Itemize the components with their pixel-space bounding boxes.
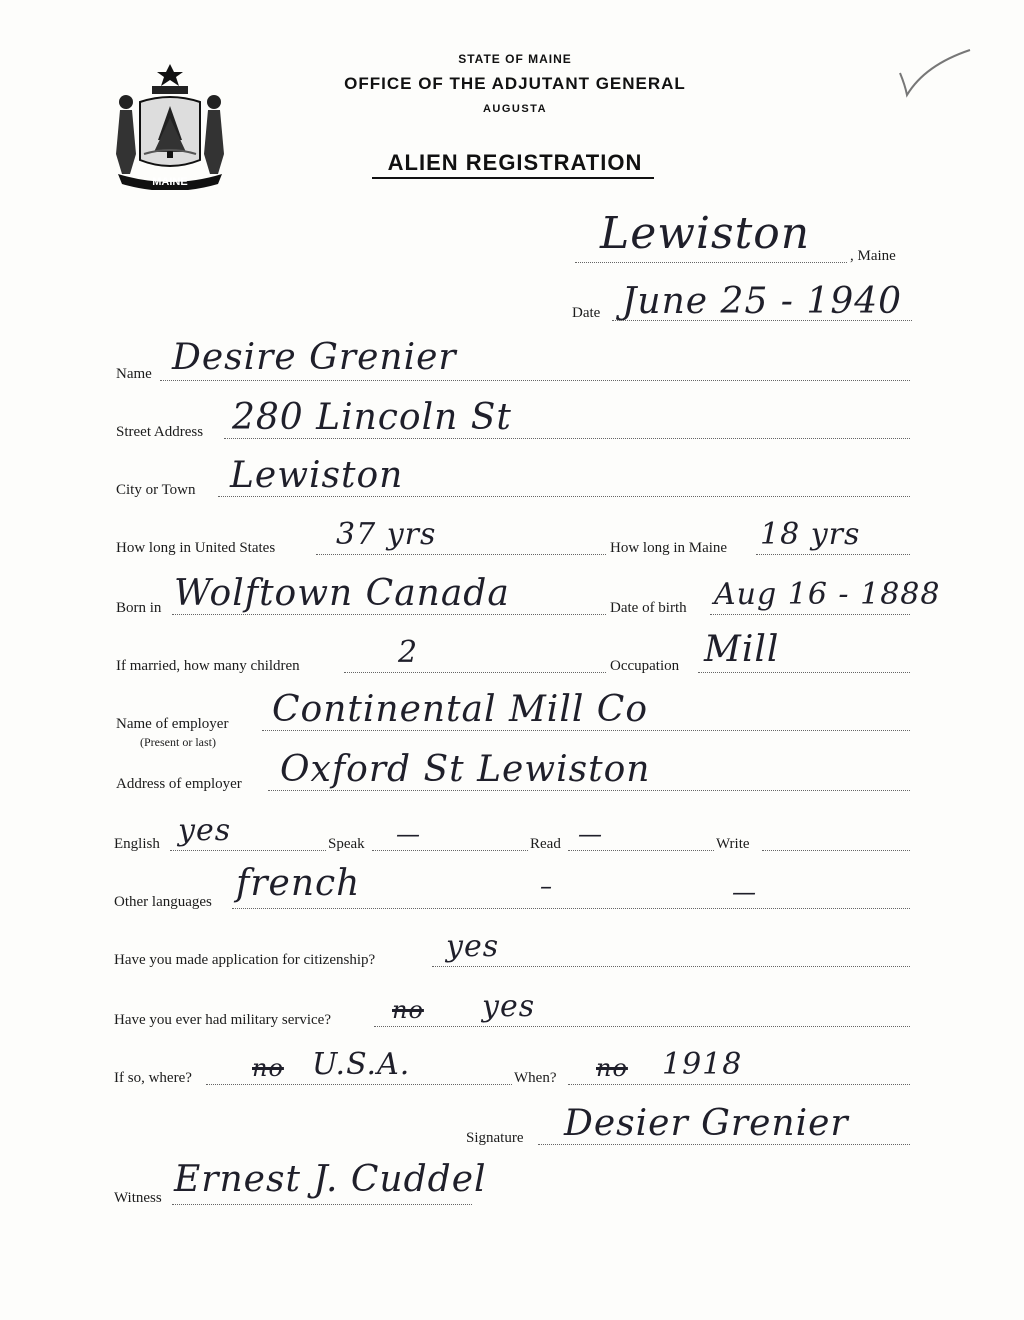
city-or-town-line (218, 496, 910, 497)
employer-address-line (268, 790, 910, 791)
military-service-label: Have you ever had military service? (114, 1012, 331, 1028)
header-office: OFFICE OF THE ADJUTANT GENERAL (344, 74, 686, 93)
military-service-line (374, 1026, 910, 1027)
occupation-line (698, 672, 910, 673)
other-languages-value: french (236, 863, 361, 904)
other-languages-line (232, 908, 910, 909)
name-label: Name (116, 366, 152, 382)
street-address-line (224, 438, 910, 439)
witness-label: Witness (114, 1190, 162, 1206)
employer-name-line (262, 730, 910, 731)
children-value: 2 (398, 635, 419, 670)
military-service-struck: no (392, 996, 424, 1024)
signature-line (538, 1144, 910, 1145)
other-languages-label: Other languages (114, 894, 212, 910)
occupation-value: Mill (704, 629, 780, 670)
date-of-birth-label: Date of birth (610, 600, 687, 616)
check-mark-icon (895, 45, 975, 105)
seal-ribbon-text: MAINE (152, 176, 188, 188)
citizenship-application-value: yes (446, 929, 500, 964)
born-in-value: Wolftown Canada (174, 573, 510, 614)
service-when-label: When? (514, 1070, 557, 1086)
name-line (160, 380, 910, 381)
speak-value: — (396, 820, 421, 848)
other-languages-write-mark: — (732, 878, 757, 906)
form-title: ALIEN REGISTRATION (387, 150, 643, 175)
years-in-us-label: How long in United States (116, 540, 276, 556)
employer-address-label: Address of employer (116, 776, 242, 792)
service-where-value: U.S.A. (312, 1047, 411, 1082)
english-value: yes (178, 813, 232, 848)
service-when-struck: no (596, 1054, 628, 1082)
service-where-label: If so, where? (114, 1070, 192, 1086)
signature-label: Signature (466, 1130, 524, 1146)
speak-label: Speak (328, 836, 365, 852)
date-of-birth-line (710, 614, 910, 615)
service-where-line (206, 1084, 512, 1085)
children-label: If married, how many children (116, 658, 300, 674)
employer-address-value: Oxford St Lewiston (280, 749, 651, 790)
title-underline (372, 177, 654, 179)
born-in-label: Born in (116, 600, 162, 616)
english-line (170, 850, 326, 851)
maine-state-seal (110, 62, 230, 190)
street-address-label: Street Address (116, 424, 204, 440)
employer-name-sublabel: (Present or last) (140, 735, 216, 749)
military-service-value: yes (482, 989, 536, 1024)
english-label: English (114, 836, 160, 852)
years-in-maine-value: 18 yrs (760, 517, 861, 552)
header-city: AUGUSTA (482, 103, 548, 115)
city-or-town-label: City or Town (116, 482, 196, 498)
other-languages-read-mark: – (540, 872, 553, 900)
header-state: STATE OF MAINE (458, 52, 572, 66)
read-label: Read (530, 836, 561, 852)
place-value: Lewiston (600, 208, 811, 259)
read-line (568, 850, 714, 851)
employer-name-label: Name of employer (116, 716, 229, 732)
children-line (344, 672, 606, 673)
occupation-label: Occupation (610, 658, 680, 674)
witness-value: Ernest J. Cuddel (174, 1159, 487, 1200)
date-line (612, 320, 912, 321)
place-line (575, 262, 847, 263)
employer-name-value: Continental Mill Co (272, 689, 649, 730)
date-value: June 25 - 1940 (622, 281, 903, 322)
citizenship-application-label: Have you made application for citizenship? (114, 952, 376, 968)
born-in-line (172, 614, 606, 615)
service-where-struck: no (252, 1054, 284, 1082)
write-label: Write (716, 836, 750, 852)
years-in-us-value: 37 yrs (336, 517, 437, 552)
name-value: Desire Grenier (172, 337, 457, 378)
service-when-line (568, 1084, 910, 1085)
date-label: Date (572, 305, 601, 321)
date-of-birth-value: Aug 16 - 1888 (714, 577, 941, 612)
city-or-town-value: Lewiston (230, 455, 404, 496)
years-in-maine-line (756, 554, 910, 555)
place-suffix: , Maine (850, 248, 896, 264)
citizenship-application-line (432, 966, 910, 967)
service-when-value: 1918 (662, 1047, 743, 1082)
years-in-us-line (316, 554, 606, 555)
write-line (762, 850, 910, 851)
read-value: — (578, 820, 603, 848)
speak-line (372, 850, 528, 851)
signature-value: Desier Grenier (564, 1103, 849, 1144)
street-address-value: 280 Lincoln St (232, 397, 512, 438)
years-in-maine-label: How long in Maine (610, 540, 728, 556)
witness-line (172, 1204, 472, 1205)
